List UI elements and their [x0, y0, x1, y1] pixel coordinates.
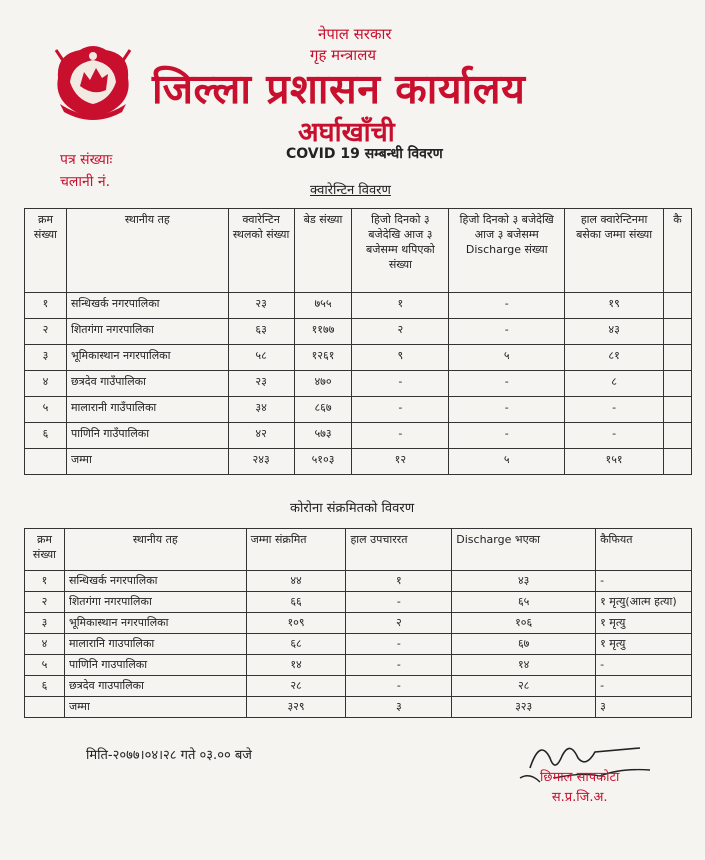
remarks-cell: १ मृत्यु [596, 613, 692, 634]
active-cell: - [346, 634, 452, 655]
added-cell: - [352, 397, 449, 423]
remarks-total: ३ [596, 697, 692, 718]
table-row [25, 613, 692, 634]
serial-cell: ६ [25, 676, 65, 697]
column-header: हाल क्वारेन्टिनमा बसेका जम्मा संख्या [565, 209, 664, 293]
infected-table-title: कोरोना संक्रमितको विवरण [290, 501, 415, 516]
table-row [25, 634, 692, 655]
beds-cell: ४७० [294, 371, 352, 397]
total-infected-cell: १४ [246, 655, 346, 676]
sites-cell: ५८ [228, 345, 294, 371]
local-level-cell: भूमिकास्थान नगरपालिका [66, 345, 228, 371]
table-row [25, 319, 692, 345]
table-row [25, 423, 692, 449]
remarks-cell: - [596, 571, 692, 592]
current-cell: - [565, 423, 664, 449]
local-level-cell: शितगंगा नगरपालिका [64, 592, 246, 613]
remarks-cell [664, 423, 692, 449]
table-row [25, 345, 692, 371]
added-cell: ९ [352, 345, 449, 371]
quarantine-header-row [25, 209, 692, 293]
total-row [25, 697, 692, 718]
table-row [25, 371, 692, 397]
serial-cell: ६ [25, 423, 67, 449]
total-infected-cell: ६८ [246, 634, 346, 655]
total-infected-cell: ४४ [246, 571, 346, 592]
infected-table [24, 528, 692, 718]
local-level-cell: पाणिनि गाउपालिका [64, 655, 246, 676]
column-header: क्रम संख्या [25, 209, 67, 293]
column-header: स्थानीय तह [64, 529, 246, 571]
table-row [25, 571, 692, 592]
total-infected-total: ३२९ [246, 697, 346, 718]
remarks-cell [664, 449, 692, 475]
discharged-cell: ६५ [452, 592, 596, 613]
remarks-cell: १ मृत्यु(आत्म हत्या) [596, 592, 692, 613]
column-header: बेड संख्या [294, 209, 352, 293]
added-cell: - [352, 371, 449, 397]
dispatch-number-label: चलानी नं. [60, 174, 111, 190]
column-header: हिजो दिनको ३ बजेदेखि आज ३ बजेसम्म Discharge संख्या [449, 209, 565, 293]
table-row [25, 293, 692, 319]
beds-cell: ८६७ [294, 397, 352, 423]
discharged-cell: - [449, 293, 565, 319]
current-cell: ४३ [565, 319, 664, 345]
added-total: १२ [352, 449, 449, 475]
total-row [25, 449, 692, 475]
remarks-cell [664, 371, 692, 397]
local-level-cell: सन्धिखर्क नगरपालिका [64, 571, 246, 592]
added-cell: २ [352, 319, 449, 345]
column-header: कै [664, 209, 692, 293]
remarks-cell [664, 397, 692, 423]
serial-cell [25, 449, 67, 475]
current-cell: ८ [565, 371, 664, 397]
column-header: जम्मा संक्रमित [246, 529, 346, 571]
quarantine-table-title: क्वारेन्टिन विवरण [310, 183, 391, 198]
column-header: Discharge भएका [452, 529, 596, 571]
table-row [25, 397, 692, 423]
column-header: कैफियत [596, 529, 692, 571]
serial-cell: १ [25, 293, 67, 319]
total-infected-cell: २८ [246, 676, 346, 697]
current-cell: - [565, 397, 664, 423]
remarks-cell: १ मृत्यु [596, 634, 692, 655]
discharged-cell: १४ [452, 655, 596, 676]
remarks-cell [664, 319, 692, 345]
district-name: अर्घाखाँची [298, 117, 395, 148]
current-cell: ८१ [565, 345, 664, 371]
table-row [25, 655, 692, 676]
serial-cell: ५ [25, 655, 65, 676]
added-cell: - [352, 423, 449, 449]
local-level-cell: छत्रदेव गाउँपालिका [66, 371, 228, 397]
office-title: जिल्ला प्रशासन कार्यालय [152, 65, 526, 113]
serial-cell: ३ [25, 613, 65, 634]
total-infected-cell: १०९ [246, 613, 346, 634]
sites-cell: २३ [228, 371, 294, 397]
local-level-cell: मालारानी गाउँपालिका [66, 397, 228, 423]
active-total: ३ [346, 697, 452, 718]
column-header: हाल उपचाररत [346, 529, 452, 571]
remarks-cell [664, 345, 692, 371]
discharged-cell: २८ [452, 676, 596, 697]
table-row [25, 592, 692, 613]
infected-header-row [25, 529, 692, 571]
serial-cell: २ [25, 592, 65, 613]
discharged-cell: ४३ [452, 571, 596, 592]
sites-cell: ६३ [228, 319, 294, 345]
column-header: क्वारेन्टिन स्थलको संख्या [228, 209, 294, 293]
local-level-cell: पाणिनि गाउँपालिका [66, 423, 228, 449]
sites-cell: ४२ [228, 423, 294, 449]
local-level-cell: मालारानि गाउपालिका [64, 634, 246, 655]
serial-cell: ५ [25, 397, 67, 423]
ministry-label: गृह मन्त्रालय [310, 46, 377, 64]
local-level-cell: छत्रदेव गाउपालिका [64, 676, 246, 697]
column-header: स्थानीय तह [66, 209, 228, 293]
discharged-cell: १०६ [452, 613, 596, 634]
reference-number-label: पत्र संख्याः [60, 152, 113, 168]
beds-total: ५१०३ [294, 449, 352, 475]
document-subject: COVID 19 सम्बन्धी विवरण [286, 146, 443, 162]
beds-cell: ११७७ [294, 319, 352, 345]
official-stamp [540, 768, 619, 808]
total-label: जम्मा [64, 697, 246, 718]
government-label: नेपाल सरकार [318, 25, 392, 43]
active-cell: - [346, 592, 452, 613]
discharged-cell: ६७ [452, 634, 596, 655]
current-cell: १९ [565, 293, 664, 319]
discharged-cell: - [449, 423, 565, 449]
beds-cell: १२६१ [294, 345, 352, 371]
quarantine-table [24, 208, 692, 475]
serial-cell [25, 697, 65, 718]
active-cell: - [346, 655, 452, 676]
added-cell: १ [352, 293, 449, 319]
total-infected-cell: ६६ [246, 592, 346, 613]
local-level-cell: भूमिकास्थान नगरपालिका [64, 613, 246, 634]
remarks-cell [664, 293, 692, 319]
serial-cell: ४ [25, 371, 67, 397]
active-cell: २ [346, 613, 452, 634]
column-header: क्रम संख्या [25, 529, 65, 571]
discharged-cell: - [449, 397, 565, 423]
stamp-name: छिमाल सापकोटा [540, 770, 620, 785]
serial-cell: ४ [25, 634, 65, 655]
discharged-total: ३२३ [452, 697, 596, 718]
discharged-cell: ५ [449, 345, 565, 371]
active-cell: - [346, 676, 452, 697]
discharged-cell: - [449, 371, 565, 397]
report-date: मिति-२०७७।०४।२८ गते ०३.०० बजे [86, 748, 252, 763]
current-total: १५१ [565, 449, 664, 475]
total-label: जम्मा [66, 449, 228, 475]
discharged-total: ५ [449, 449, 565, 475]
stamp-designation: स.प्र.जि.अ. [551, 790, 608, 805]
nepal-emblem-icon [50, 42, 136, 122]
sites-total: २४३ [228, 449, 294, 475]
table-row [25, 676, 692, 697]
sites-cell: ३४ [228, 397, 294, 423]
local-level-cell: सन्धिखर्क नगरपालिका [66, 293, 228, 319]
discharged-cell: - [449, 319, 565, 345]
active-cell: १ [346, 571, 452, 592]
beds-cell: ७५५ [294, 293, 352, 319]
sites-cell: २३ [228, 293, 294, 319]
remarks-cell: - [596, 655, 692, 676]
serial-cell: ३ [25, 345, 67, 371]
serial-cell: २ [25, 319, 67, 345]
column-header: हिजो दिनको ३ बजेदेखि आज ३ बजेसम्म थपिएको संख्या [352, 209, 449, 293]
remarks-cell: - [596, 676, 692, 697]
beds-cell: ५७३ [294, 423, 352, 449]
serial-cell: १ [25, 571, 65, 592]
local-level-cell: शितगंगा नगरपालिका [66, 319, 228, 345]
